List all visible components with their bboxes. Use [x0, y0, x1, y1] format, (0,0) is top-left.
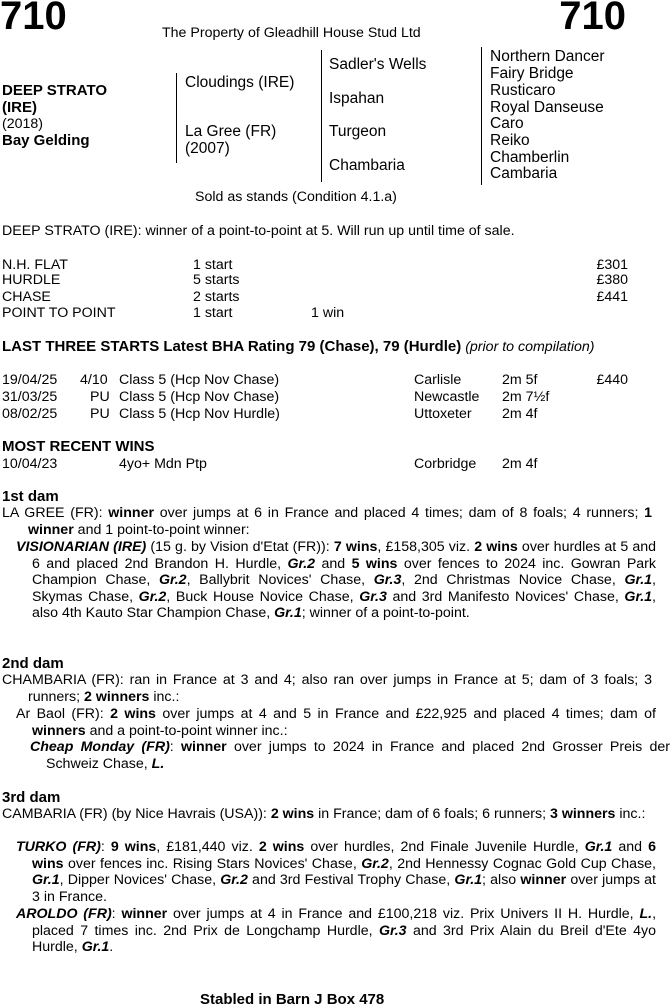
- pedigree-gen4-7: Chamberlin: [490, 149, 570, 166]
- body-text: :: [111, 906, 122, 922]
- body-text: and 3rd Manifesto Novices' Chase,: [386, 588, 625, 605]
- body-text: inc.:: [615, 806, 646, 822]
- pedigree-sire: Cloudings (IRE): [185, 74, 295, 91]
- bold-text: winner: [121, 906, 168, 922]
- emphasis-text: Gr.1: [274, 605, 302, 622]
- horse-origin: (IRE): [2, 99, 37, 116]
- bold-text: winner: [520, 872, 567, 889]
- start-course: Newcastle: [414, 389, 480, 405]
- start-prize: £440: [596, 372, 628, 388]
- start-date: 08/02/25: [2, 406, 58, 422]
- emphasis-text: Gr.1: [454, 872, 483, 889]
- pedigree-gen4-3: Rusticaro: [490, 82, 556, 99]
- body-text: LA GREE (FR):: [2, 505, 109, 521]
- bold-text: 2 wins: [258, 839, 305, 855]
- body-text: and: [612, 839, 649, 855]
- body-text: and 1 point-to-point winner:: [73, 521, 250, 538]
- record-starts: 5 starts: [193, 272, 240, 288]
- body-text: CHAMBARIA (FR): ran in France at 3 and 4; also ran over jumps in France at 5; dam of 3 foals; 3 runners;: [2, 672, 652, 705]
- pedigree-bracket-1: [176, 73, 177, 163]
- body-text: , 2nd Christmas Novice Chase,: [401, 572, 625, 589]
- start-distance: 2m 7½f: [502, 389, 550, 405]
- recent-wins-heading: MOST RECENT WINS: [2, 438, 155, 455]
- second-dam-produce-ar-baol: [2, 706, 656, 739]
- horse-year: (2018): [2, 116, 44, 132]
- emphasis-text: Gr.2: [158, 572, 187, 589]
- bold-text: 1 winner: [28, 505, 653, 538]
- bold-text: 3 winners: [549, 806, 616, 822]
- emphasis-text: Gr.2: [361, 855, 389, 872]
- last-three-heading: LAST THREE STARTS Latest BHA Rating 79 (Chase), 79 (Hurdle): [2, 338, 462, 355]
- start-race: Class 5 (Hcp Nov Hurdle): [119, 406, 280, 422]
- bold-text: 7 wins: [333, 539, 378, 555]
- body-text: , placed 7 times inc. 2nd Prix de Longchamp Hurdle,: [32, 906, 657, 939]
- first-dam-heading: 1st dam: [2, 488, 59, 505]
- body-text: over jumps at 6 in France and placed 4 times; dam of 8 foals; 4 runners;: [154, 505, 645, 521]
- emphasis-text: L.: [639, 906, 653, 922]
- bold-text: winner: [108, 505, 154, 521]
- emphasis-text: Gr.2: [138, 588, 167, 605]
- body-text: over fences inc. Rising Stars Novices' Chase,: [63, 855, 362, 872]
- body-text: and 3rd Festival Trophy Chase,: [247, 872, 455, 889]
- start-row: [2, 406, 628, 423]
- body-text: Ar Baol (FR):: [16, 706, 111, 722]
- start-course: Carlisle: [414, 372, 462, 388]
- record-code: CHASE: [2, 289, 51, 305]
- pedigree-gen4-8: Cambaria: [490, 165, 558, 182]
- pedigree-dam-year: (2007): [185, 140, 230, 157]
- emphasis-text: AROLDO (FR): [16, 906, 112, 922]
- record-starts: 2 starts: [193, 289, 240, 305]
- pedigree-gen4-2: Fairy Bridge: [490, 65, 574, 82]
- pedigree-gen4-4: Royal Danseuse: [490, 99, 604, 116]
- last-three-heading-block: [2, 339, 626, 356]
- body-text: ; winner of a point-to-point.: [301, 605, 470, 622]
- record-earnings: £301: [596, 257, 628, 273]
- record-wins: 1 win: [311, 305, 345, 321]
- sale-condition: Sold as stands (Condition 4.1.a): [195, 189, 397, 205]
- emphasis-text: VISIONARIAN (IRE): [16, 539, 147, 555]
- third-dam-text: [2, 806, 652, 823]
- bold-text: 2 wins: [270, 806, 315, 822]
- start-race: Class 5 (Hcp Nov Chase): [119, 372, 280, 388]
- bold-text: 2 wins: [474, 539, 518, 555]
- record-row: [2, 289, 628, 306]
- start-date: 19/04/25: [2, 372, 58, 388]
- record-starts: 1 start: [193, 305, 233, 321]
- body-text: over jumps to 2024 in France and placed 2nd Grosser Preis der Schweiz Chase,: [46, 739, 670, 772]
- summary: DEEP STRATO (IRE): winner of a point-to-point at 5. Will run up until time of sale.: [2, 223, 515, 239]
- horse-sex: Bay Gelding: [2, 132, 90, 149]
- emphasis-text: Gr.1: [32, 872, 60, 889]
- pedigree-gen3-1: Sadler's Wells: [329, 56, 427, 73]
- third-dam-heading: 3rd dam: [2, 789, 61, 806]
- horse-name: DEEP STRATO: [2, 82, 108, 99]
- bold-text: 9 wins: [110, 839, 157, 855]
- body-text: over jumps at 3 in France.: [32, 872, 656, 905]
- emphasis-text: Gr.3: [373, 572, 402, 589]
- body-text: and a point-to-point winner inc.:: [85, 722, 288, 739]
- start-race: Class 5 (Hcp Nov Chase): [119, 389, 280, 405]
- last-three-note: (prior to compilation): [465, 339, 595, 355]
- body-text: over fences to 2024 inc. Gowran Park Champion Chase,: [32, 555, 657, 589]
- pedigree-gen3-4: Chambaria: [329, 157, 405, 174]
- bold-text: winners: [32, 722, 86, 739]
- win-course: Corbridge: [414, 456, 477, 472]
- record-row: [2, 305, 628, 322]
- start-position: 4/10: [80, 372, 108, 388]
- body-text: , 2nd Hennessy Cognac Gold Cup Chase,: [388, 855, 656, 872]
- second-dam-text: [2, 672, 652, 705]
- body-text: and: [315, 555, 352, 572]
- bold-text: 2 wins: [110, 706, 156, 722]
- stabling-info: Stabled in Barn J Box 478: [200, 991, 385, 1008]
- bold-text: winner: [180, 739, 227, 755]
- body-text: over hurdles, 2nd Finale Juvenile Hurdle,: [304, 839, 585, 855]
- third-dam-produce-aroldo: [2, 906, 656, 956]
- first-dam-produce-visionarian: [2, 539, 656, 622]
- start-date: 31/03/25: [2, 389, 58, 405]
- win-distance: 2m 4f: [502, 456, 538, 472]
- body-text: CAMBARIA (FR) (by Nice Havrais (USA)):: [2, 806, 271, 822]
- pedigree-gen3-3: Turgeon: [329, 123, 387, 140]
- start-position: PU: [90, 389, 110, 405]
- start-course: Uttoxeter: [414, 406, 472, 422]
- body-text: (15 g. by Vision d'Etat (FR)):: [146, 539, 334, 555]
- first-dam-text: [2, 505, 652, 538]
- body-text: , £181,440 viz.: [156, 839, 259, 855]
- body-text: ; also: [482, 872, 521, 889]
- pedigree-bracket-2: [321, 50, 322, 182]
- emphasis-text: Gr.3: [359, 588, 387, 605]
- win-row: [2, 456, 628, 473]
- start-position: PU: [90, 406, 110, 422]
- body-text: inc.:: [149, 688, 180, 705]
- body-text: over jumps at 4 in France and £100,218 viz. Prix Univers II H. Hurdle,: [167, 906, 640, 922]
- emphasis-text: Gr.1: [81, 939, 110, 956]
- pedigree-gen4-6: Reiko: [490, 132, 530, 149]
- pedigree-gen4-1: Northern Dancer: [490, 48, 605, 65]
- emphasis-text: Gr.1: [624, 572, 653, 589]
- emphasis-text: Gr.2: [287, 555, 316, 572]
- start-distance: 2m 5f: [502, 372, 538, 388]
- body-text: :: [100, 839, 111, 855]
- body-text: :: [169, 739, 181, 755]
- body-text: over hurdles at 5 and 6 and placed 2nd Brandon H. Hurdle,: [32, 539, 657, 572]
- bold-text: 6 wins: [32, 839, 656, 872]
- start-distance: 2m 4f: [502, 406, 538, 422]
- start-row: [2, 389, 628, 406]
- record-earnings: £380: [596, 272, 628, 288]
- bold-text: 2 winners: [84, 688, 150, 705]
- body-text: , Ballybrit Novices' Chase,: [186, 572, 374, 589]
- body-text: , Skymas Chase,: [32, 572, 656, 605]
- emphasis-text: TURKO (FR): [16, 839, 101, 855]
- emphasis-text: Gr.2: [220, 872, 248, 889]
- emphasis-text: Gr.1: [584, 839, 613, 855]
- pedigree-dam: La Gree (FR): [185, 123, 277, 140]
- lot-number-left: 710: [0, 0, 67, 38]
- second-dam-heading: 2nd dam: [2, 655, 64, 672]
- emphasis-text: Gr.1: [624, 588, 653, 605]
- body-text: , also 4th Kauto Star Champion Chase,: [32, 588, 656, 622]
- body-text: , £158,305 viz.: [377, 539, 475, 555]
- record-code: N.H. FLAT: [2, 257, 68, 273]
- pedigree-bracket-3: [481, 47, 482, 185]
- emphasis-text: L.: [151, 755, 165, 772]
- body-text: , Buck House Novice Chase,: [166, 588, 360, 605]
- body-text: over jumps at 4 and 5 in France and £22,925 and placed 4 times; dam of: [155, 706, 656, 722]
- emphasis-text: Cheap Monday (FR): [30, 739, 170, 755]
- body-text: in France; dam of 6 foals; 6 runners;: [314, 806, 550, 822]
- bold-text: 5 wins: [351, 555, 398, 572]
- record-starts: 1 start: [193, 257, 233, 273]
- pedigree-gen4-5: Caro: [490, 115, 524, 132]
- body-text: , Dipper Novices' Chase,: [59, 872, 221, 889]
- record-row: [2, 272, 628, 289]
- start-row: [2, 372, 628, 389]
- win-date: 10/04/23: [2, 456, 58, 472]
- lot-number-right: 710: [559, 0, 626, 38]
- emphasis-text: Gr.3: [378, 922, 407, 939]
- record-code: POINT TO POINT: [2, 305, 116, 321]
- pedigree-gen3-2: Ispahan: [329, 90, 385, 107]
- body-text: and 3rd Prix Alain du Breil d'Ete 4yo Hurdle,: [32, 922, 656, 956]
- property-owner: The Property of Gleadhill House Stud Ltd: [162, 25, 421, 41]
- record-earnings: £441: [596, 289, 628, 305]
- third-dam-produce-turko: [2, 839, 656, 905]
- win-race: 4yo+ Mdn Ptp: [119, 456, 207, 472]
- second-dam-grandproduce-cheap-monday: [2, 739, 670, 772]
- body-text: .: [109, 939, 114, 956]
- record-code: HURDLE: [2, 272, 61, 288]
